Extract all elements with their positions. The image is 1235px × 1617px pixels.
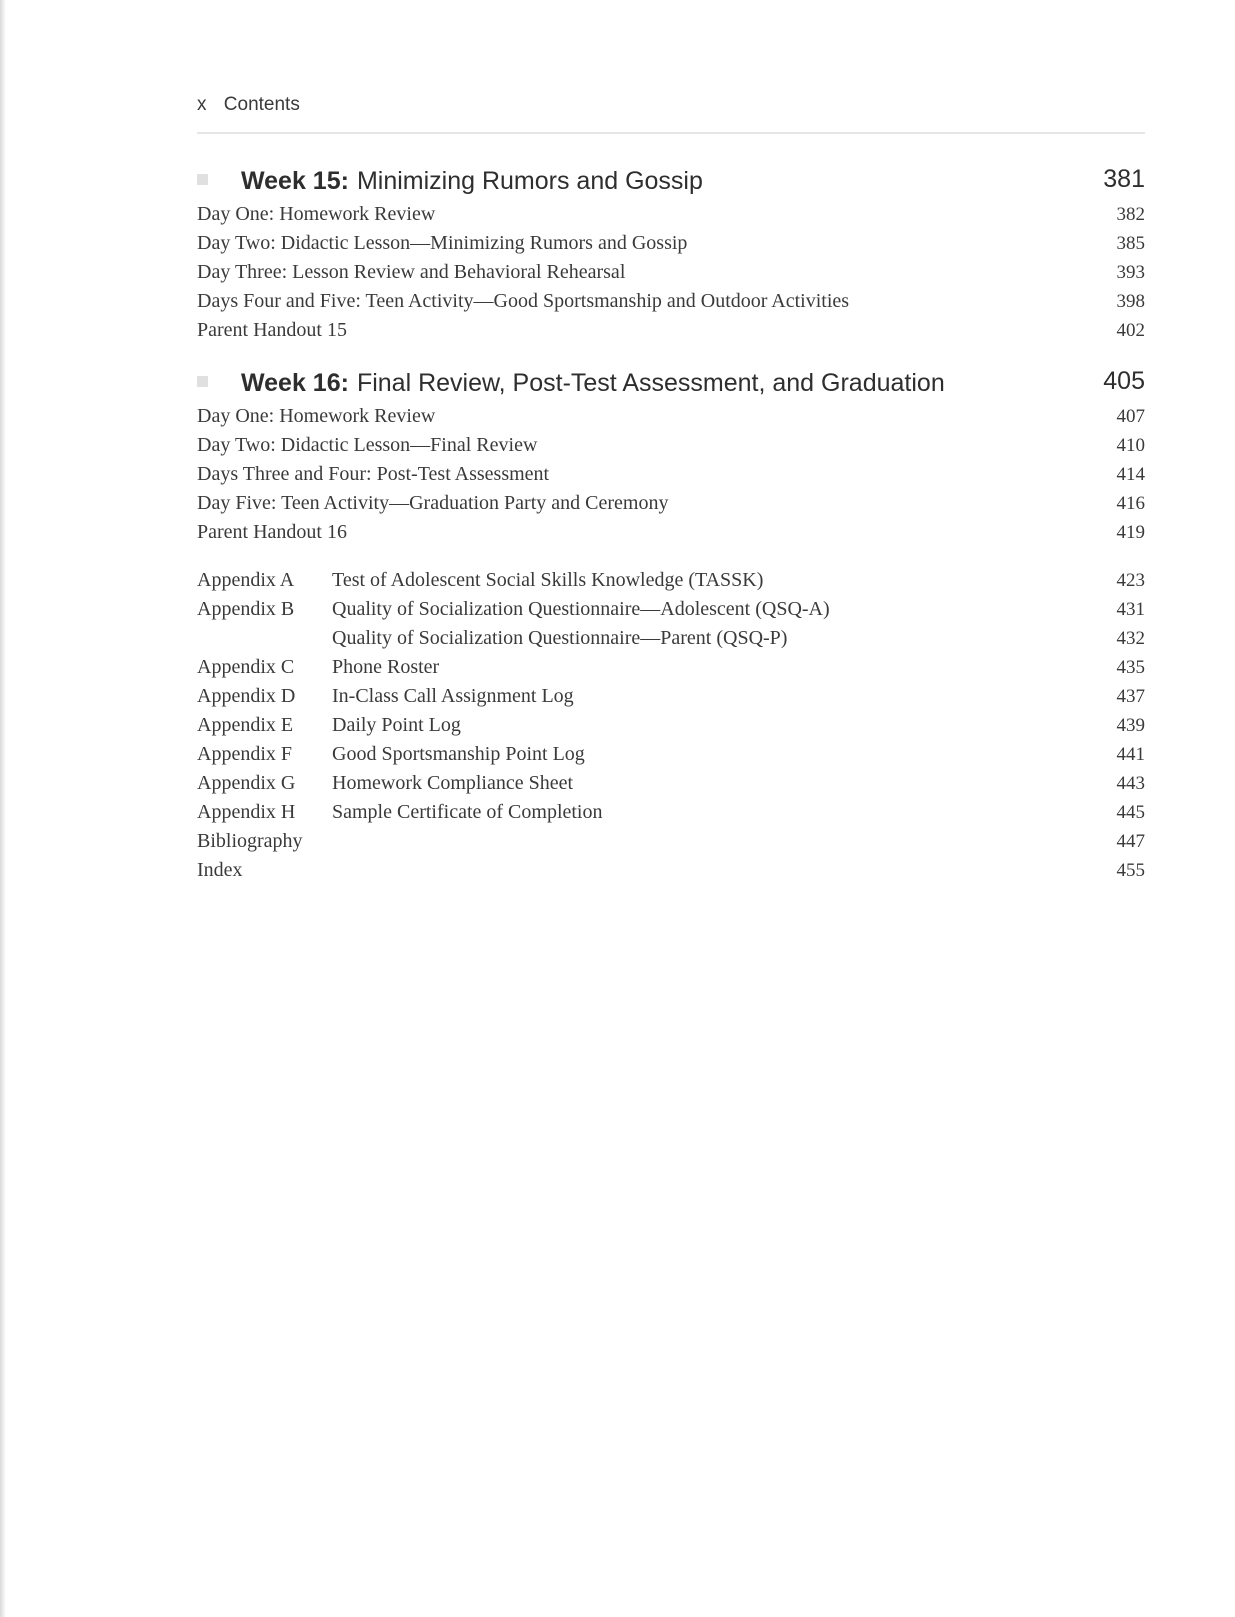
- appendix-label: Appendix B: [197, 598, 295, 620]
- appendix-entry: [197, 714, 1145, 743]
- week-section: [197, 165, 1145, 348]
- entry-page-number: 382: [1116, 204, 1145, 225]
- backmatter-entry: [197, 830, 1145, 859]
- table-of-contents: [197, 165, 1145, 888]
- entry-title: Day Two: Didactic Lesson—Final Review: [197, 434, 538, 456]
- backmatter-entry: [197, 859, 1145, 888]
- appendix-title: Good Sportsmanship Point Log: [332, 743, 585, 765]
- entry-title: Day One: Homework Review: [197, 203, 436, 225]
- entry-page-number: 419: [1116, 522, 1145, 543]
- entry-page-number: 407: [1116, 406, 1145, 427]
- appendix-entry: [197, 743, 1145, 772]
- toc-entry: [197, 319, 1145, 348]
- toc-entry: [197, 290, 1145, 319]
- entry-title: Parent Handout 15: [197, 319, 347, 341]
- entry-title: Day Two: Didactic Lesson—Minimizing Rumors and Gossip: [197, 232, 688, 254]
- week-page-number: 381: [1103, 165, 1145, 193]
- week-title: Final Review, Post-Test Assessment, and Graduation: [356, 369, 945, 397]
- toc-entry: [197, 405, 1145, 434]
- appendix-page-number: 423: [1116, 570, 1145, 591]
- appendix-label: Appendix G: [197, 772, 296, 794]
- appendix-label: Appendix H: [197, 801, 296, 823]
- page-folio: x: [197, 94, 207, 115]
- appendix-entry: [197, 685, 1145, 714]
- appendix-page-number: 437: [1116, 686, 1145, 707]
- appendix-title: Test of Adolescent Social Skills Knowledge (TASSK): [332, 569, 764, 591]
- toc-entry: [197, 261, 1145, 290]
- appendix-list: [197, 569, 1145, 888]
- toc-entry: [197, 434, 1145, 463]
- appendix-label: Appendix F: [197, 743, 292, 765]
- appendix-label: Appendix D: [197, 685, 296, 707]
- toc-entry: [197, 492, 1145, 521]
- appendix-page-number: 441: [1116, 744, 1145, 765]
- week-label: Week 16:: [241, 369, 349, 397]
- week-heading: [197, 165, 1145, 203]
- appendix-page-number: 445: [1116, 802, 1145, 823]
- entry-page-number: 410: [1116, 435, 1145, 456]
- appendix-page-number: 431: [1116, 599, 1145, 620]
- running-head-title: Contents: [223, 94, 300, 115]
- appendix-entry: [197, 772, 1145, 801]
- appendix-page-number: 435: [1116, 657, 1145, 678]
- entry-title: Day Five: Teen Activity—Graduation Party and Ceremony: [197, 492, 669, 514]
- entry-page-number: 385: [1116, 233, 1145, 254]
- page-edge-shadow: [0, 0, 6, 1617]
- square-bullet-icon: [197, 174, 208, 185]
- entry-page-number: 414: [1116, 464, 1145, 485]
- backmatter-page-number: 455: [1116, 860, 1145, 881]
- toc-entry: [197, 521, 1145, 550]
- appendix-title: Phone Roster: [332, 656, 440, 678]
- appendix-entry: [197, 801, 1145, 830]
- header-rule: [197, 132, 1145, 134]
- entry-title: Parent Handout 16: [197, 521, 347, 543]
- appendix-entry: [197, 569, 1145, 598]
- entry-title: Day Three: Lesson Review and Behavioral Rehearsal: [197, 261, 626, 283]
- appendix-page-number: 432: [1116, 628, 1145, 649]
- entry-title: Days Four and Five: Teen Activity—Good Sportsmanship and Outdoor Activities: [197, 290, 850, 312]
- entry-page-number: 416: [1116, 493, 1145, 514]
- week-title: Minimizing Rumors and Gossip: [356, 167, 703, 195]
- appendix-title: Quality of Socialization Questionnaire—Adolescent (QSQ-A): [332, 598, 830, 620]
- appendix-label: Appendix A: [197, 569, 295, 591]
- appendix-title: In-Class Call Assignment Log: [332, 685, 574, 707]
- backmatter-label: Bibliography: [197, 830, 303, 852]
- running-head: [197, 94, 300, 116]
- entry-page-number: 398: [1116, 291, 1145, 312]
- entry-page-number: 393: [1116, 262, 1145, 283]
- appendix-title: Daily Point Log: [332, 714, 461, 736]
- backmatter-label: Index: [197, 859, 243, 881]
- backmatter-page-number: 447: [1116, 831, 1145, 852]
- entry-title: Day One: Homework Review: [197, 405, 436, 427]
- week-section: [197, 367, 1145, 550]
- appendix-entry: [197, 598, 1145, 627]
- appendix-label: Appendix C: [197, 656, 295, 678]
- toc-entry: [197, 463, 1145, 492]
- appendix-page-number: 439: [1116, 715, 1145, 736]
- appendix-title: Sample Certificate of Completion: [332, 801, 603, 823]
- toc-entry: [197, 232, 1145, 261]
- appendix-label: Appendix E: [197, 714, 294, 736]
- appendix-page-number: 443: [1116, 773, 1145, 794]
- entry-page-number: 402: [1116, 320, 1145, 341]
- week-heading: [197, 367, 1145, 405]
- week-page-number: 405: [1103, 367, 1145, 395]
- appendix-title: Quality of Socialization Questionnaire—Parent (QSQ-P): [332, 627, 788, 649]
- week-label: Week 15:: [241, 167, 349, 195]
- square-bullet-icon: [197, 376, 208, 387]
- appendix-title: Homework Compliance Sheet: [332, 772, 574, 794]
- appendix-entry: [197, 627, 1145, 656]
- toc-entry: [197, 203, 1145, 232]
- entry-title: Days Three and Four: Post-Test Assessment: [197, 463, 550, 485]
- appendix-entry: [197, 656, 1145, 685]
